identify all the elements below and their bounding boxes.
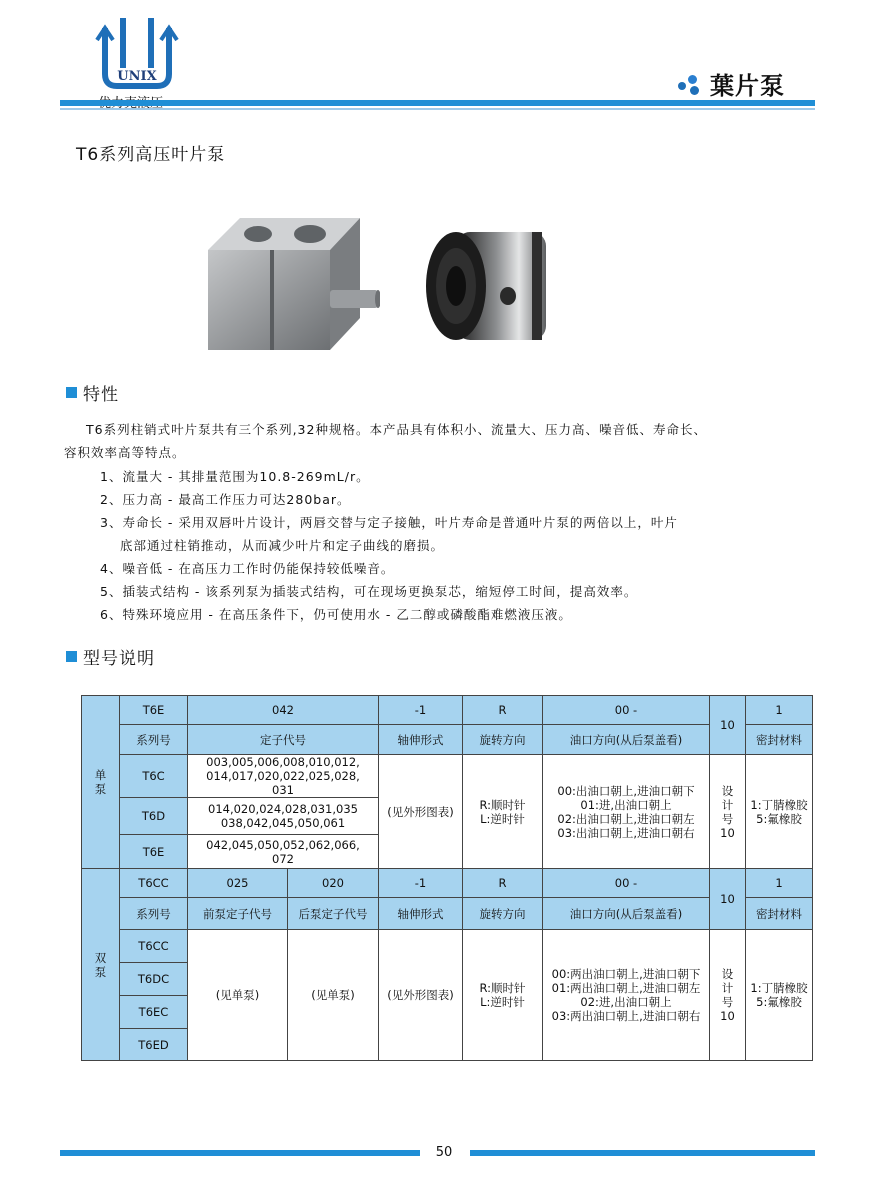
double-series-t6dc: T6DC xyxy=(120,963,188,996)
port-option: 00:两出油口朝上,进油口朝下 xyxy=(551,967,701,981)
single-example-port: 00 - xyxy=(543,696,710,725)
seal-option: 1:丁腈橡胶 xyxy=(750,797,808,812)
design-char: 号 xyxy=(721,995,734,1009)
single-series-t6c: T6C xyxy=(120,755,188,798)
double-seal xyxy=(746,930,813,1061)
double-header-rear: 后泵定子代号 xyxy=(288,898,379,930)
single-example-seal: 1 xyxy=(746,696,813,725)
design-char: 设 xyxy=(721,783,734,798)
header-rule xyxy=(60,100,815,106)
codes-line: 003,005,006,008,010,012, xyxy=(206,755,360,769)
double-shaft: (见外形图表) xyxy=(379,930,463,1061)
single-example-code: 042 xyxy=(188,696,379,725)
codes-line: 014,020,024,028,031,035 xyxy=(208,802,358,816)
heading-square-icon xyxy=(66,651,77,662)
single-series-t6e: T6E xyxy=(120,835,188,869)
double-example-front: 025 xyxy=(188,869,288,898)
double-front: (见单泵) xyxy=(188,930,288,1061)
rotation-cw: R:顺时针 xyxy=(479,981,526,995)
single-header-seal: 密封材料 xyxy=(746,725,813,755)
single-label-1: 单 xyxy=(94,768,107,782)
codes-line: 014,017,020,022,025,028, xyxy=(206,769,360,783)
single-rotation xyxy=(463,755,543,869)
rotation-ccw: L:逆时针 xyxy=(480,811,525,826)
double-header-rotation: 旋转方向 xyxy=(463,898,543,930)
port-option: 03:两出油口朝上,进油口朝右 xyxy=(551,1009,701,1023)
codes-line: 031 xyxy=(272,783,294,797)
single-header-rotation: 旋转方向 xyxy=(463,725,543,755)
codes-line: 072 xyxy=(272,851,294,866)
port-option: 02:出油口朝上,进油口朝左 xyxy=(557,811,695,826)
double-rear: (见单泵) xyxy=(288,930,379,1061)
double-label-1: 双 xyxy=(94,950,107,965)
feature-item: 6、特殊环境应用 - 在高压条件下，仍可使用水 - 乙二醇或磷酸酯难燃液压液。 xyxy=(100,607,572,622)
cartridge-photo xyxy=(420,222,560,350)
section-badge xyxy=(678,66,785,101)
double-header-shaft: 轴伸形式 xyxy=(379,898,463,930)
codes-line: 038,042,045,050,061 xyxy=(220,816,346,830)
double-ports xyxy=(543,930,710,1061)
feature-item: 底部通过柱销推动，从而减少叶片和定子曲线的磨损。 xyxy=(120,538,445,553)
features-heading-text: 特性 xyxy=(83,385,119,405)
design-char: 设 xyxy=(721,967,734,981)
port-option: 01:进,出油口朝上 xyxy=(580,797,672,812)
seal-option: 5:氟橡胶 xyxy=(756,995,802,1009)
port-option: 02:进,出油口朝上 xyxy=(580,995,672,1009)
single-example-series: T6E xyxy=(120,696,188,725)
design-number: 10 xyxy=(720,825,735,840)
heading-square-icon xyxy=(66,387,77,398)
double-example-design: 10 xyxy=(710,869,746,930)
double-example-port: 00 - xyxy=(543,869,710,898)
single-codes-t6d xyxy=(188,798,379,835)
single-example-rotation: R xyxy=(463,696,543,725)
design-char: 计 xyxy=(721,797,734,812)
double-example-series: T6CC xyxy=(120,869,188,898)
model-heading xyxy=(66,644,155,669)
single-ports xyxy=(543,755,710,869)
double-header-port: 油口方向(从后泵盖看) xyxy=(543,898,710,930)
product-title: T6系列高压叶片泵 xyxy=(76,145,226,165)
port-option: 03:出油口朝上,进油口朝右 xyxy=(557,825,695,840)
design-char: 计 xyxy=(721,981,734,995)
feature-item: 2、压力高 - 最高工作压力可达280bar。 xyxy=(100,492,351,507)
footer-rule-right xyxy=(470,1150,815,1156)
single-codes-t6e xyxy=(188,835,379,869)
double-rotation xyxy=(463,930,543,1061)
double-header-front: 前泵定子代号 xyxy=(188,898,288,930)
seal-option: 5:氟橡胶 xyxy=(756,811,802,826)
double-example-rear: 020 xyxy=(288,869,379,898)
rotation-cw: R:顺时针 xyxy=(479,797,526,812)
rotation-ccw: L:逆时针 xyxy=(480,995,525,1009)
model-table xyxy=(81,695,813,1061)
feature-item: 1、流量大 - 其排量范围为10.8-269mL/r。 xyxy=(100,469,370,484)
dots-icon xyxy=(678,73,706,95)
feature-item: 3、寿命长 - 采用双唇叶片设计，两唇交替与定子接触，叶片寿命是普通叶片泵的两倍以上，叶片 xyxy=(100,515,678,530)
single-design xyxy=(710,755,746,869)
double-example-shaft: -1 xyxy=(379,869,463,898)
double-design xyxy=(710,930,746,1061)
feature-item: 4、噪音低 - 在高压力工作时仍能保持较低噪音。 xyxy=(100,561,395,576)
double-series-t6ec: T6EC xyxy=(120,996,188,1029)
double-example-rotation: R xyxy=(463,869,543,898)
single-header-series: 系列号 xyxy=(120,725,188,755)
design-char: 号 xyxy=(721,811,734,826)
design-number: 10 xyxy=(720,1009,735,1023)
double-header-seal: 密封材料 xyxy=(746,898,813,930)
single-shaft: (见外形图表) xyxy=(379,755,463,869)
vane-pump-photo xyxy=(200,210,380,360)
features-intro-line1: T6系列柱销式叶片泵共有三个系列,32种规格。本产品具有体积小、流量大、压力高、噪音低、寿命长、 xyxy=(86,422,707,437)
single-codes-t6c xyxy=(188,755,379,798)
double-series-t6ed: T6ED xyxy=(120,1029,188,1061)
double-label-2: 泵 xyxy=(94,964,107,979)
features-heading xyxy=(66,380,119,405)
footer-rule-left xyxy=(60,1150,420,1156)
port-option: 00:出油口朝上,进油口朝下 xyxy=(557,783,695,798)
single-example-design: 10 xyxy=(710,696,746,755)
page-number: 50 xyxy=(435,1145,453,1160)
single-pump-label xyxy=(82,696,120,869)
double-series-t6cc: T6CC xyxy=(120,930,188,963)
header-rule-thin xyxy=(60,108,815,110)
single-example-shaft: -1 xyxy=(379,696,463,725)
single-seal xyxy=(746,755,813,869)
single-label-2: 泵 xyxy=(94,782,107,796)
single-series-t6d: T6D xyxy=(120,798,188,835)
codes-line: 042,045,050,052,062,066, xyxy=(206,837,360,852)
double-header-series: 系列号 xyxy=(120,898,188,930)
port-option: 01:两出油口朝上,进油口朝左 xyxy=(551,981,701,995)
seal-option: 1:丁腈橡胶 xyxy=(750,981,808,995)
logo-text: UNIX xyxy=(117,69,157,84)
single-header-code: 定子代号 xyxy=(188,725,379,755)
feature-item: 5、插装式结构 - 该系列泵为插装式结构，可在现场更换泵芯，缩短停工时间，提高效率。 xyxy=(100,584,638,599)
double-pump-label xyxy=(82,869,120,1061)
unix-logo xyxy=(95,10,179,94)
double-example-seal: 1 xyxy=(746,869,813,898)
section-title: 葉片泵 xyxy=(710,72,785,100)
single-header-port: 油口方向(从后泵盖看) xyxy=(543,725,710,755)
single-header-shaft: 轴伸形式 xyxy=(379,725,463,755)
features-intro-line2: 容积效率高等特点。 xyxy=(64,445,186,460)
model-heading-text: 型号说明 xyxy=(83,649,155,669)
